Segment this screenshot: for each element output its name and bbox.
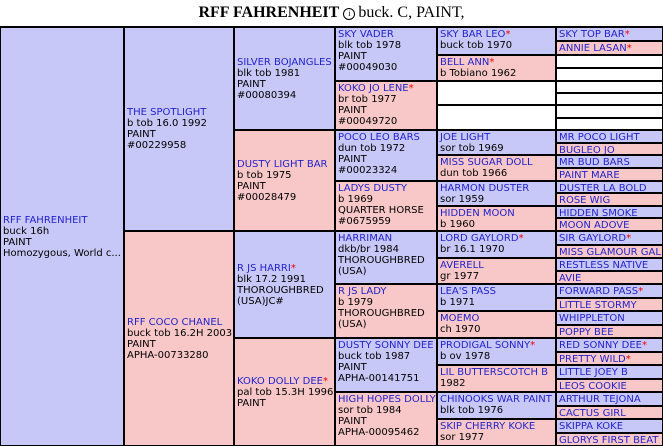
pedigree-cell-g5 [437, 284, 556, 311]
pedigree-cell-g6 [556, 379, 663, 392]
pedigree-cell-g5 [437, 258, 556, 284]
pedigree-cell-g6-empty [556, 118, 663, 130]
horse-link[interactable]: LIL BUTTERSCOTCH B [440, 367, 549, 378]
horse-link[interactable]: RESTLESS NATIVE [559, 260, 649, 271]
horse-link[interactable]: CACTUS GIRL [559, 408, 626, 419]
star-marker: * [518, 233, 524, 244]
pedigree-cell-g6 [556, 298, 663, 311]
horse-detail: gr 1977 [440, 271, 480, 282]
horse-detail: buck 16h [3, 225, 50, 237]
pedigree-cell-g6-empty [556, 81, 663, 93]
horse-detail: #00229958 [127, 140, 187, 151]
horse-detail: THOROUGHBRED [237, 284, 324, 296]
horse-link[interactable] [440, 340, 553, 351]
pedigree-cell-g4 [335, 338, 437, 392]
pedigree-cell-g6 [556, 325, 663, 338]
horse-detail: PAINT [237, 78, 266, 90]
horse-detail: PAINT [237, 397, 266, 409]
pedigree-cell-g6 [556, 155, 663, 168]
star-marker: * [624, 29, 630, 40]
pedigree-cell-g6 [556, 352, 663, 365]
star-marker: * [290, 262, 296, 274]
horse-link[interactable] [559, 233, 660, 244]
pedigree-cell-g5 [437, 130, 556, 155]
horse-detail: #00049720 [338, 116, 398, 127]
horse-detail: PAINT [338, 105, 367, 116]
star-marker: * [530, 340, 536, 351]
horse-detail: b 1969 [338, 194, 373, 205]
horse-link[interactable]: BUGLEO JO [559, 145, 615, 155]
pedigree-cell-g6 [556, 311, 663, 325]
pedigree-cell-g6-empty [556, 55, 663, 68]
horse-detail: pal tob 15.3H 1996 [237, 386, 334, 398]
pedigree-cell-g6 [556, 181, 663, 193]
horse-link[interactable]: RFF FAHRENHEIT [3, 214, 88, 226]
horse-detail: APHA-00733280 [127, 349, 209, 361]
pedigree-cell-g6 [556, 392, 663, 406]
horse-detail: PAINT [127, 338, 156, 350]
horse-link[interactable]: JOE LIGHT [440, 132, 491, 143]
horse-link[interactable] [559, 29, 660, 40]
horse-link[interactable]: ARTHUR TEJONA [559, 394, 641, 405]
star-marker: * [489, 57, 495, 68]
star-marker: * [408, 83, 414, 94]
horse-name: BELL ANN [440, 57, 490, 68]
horse-link[interactable]: LEA'S PASS [440, 286, 496, 297]
page-title [0, 4, 663, 22]
horse-link[interactable] [440, 57, 553, 68]
pedigree-cell-g5 [437, 419, 556, 446]
horse-link[interactable]: MISS SUGAR DOLL [440, 157, 533, 168]
pedigree-cell-g6 [556, 433, 663, 446]
horse-link[interactable]: MR BUD BARS [559, 157, 630, 168]
horse-link[interactable]: MR POCO LIGHT [559, 132, 640, 143]
pedigree-cell-g4 [335, 27, 437, 81]
horse-link[interactable]: SILVER BOJANGLES [237, 56, 332, 68]
pedigree-cell-g6 [556, 27, 663, 41]
pedigree-cell-g6 [556, 130, 663, 143]
horse-detail: APHA-00141751 [338, 373, 420, 384]
pedigree-cell-g5-empty [437, 81, 556, 105]
horse-link[interactable]: HARMON DUSTER [440, 183, 530, 194]
star-marker: * [505, 29, 511, 40]
star-marker: * [626, 233, 632, 244]
horse-detail: br 16.1 1970 [440, 244, 505, 255]
horse-name-heading: RFF FAHRENHEIT [198, 4, 340, 21]
horse-name: SKY TOP BAR [559, 29, 625, 40]
pedigree-cell-g5-empty [437, 105, 556, 130]
horse-name: KOKO JO LENE [338, 83, 409, 94]
horse-name: PRODIGAL SONNY [440, 340, 531, 351]
star-marker: * [625, 354, 631, 365]
horse-link[interactable]: MISS GLAMOUR GAL [559, 247, 661, 258]
star-marker: * [626, 43, 632, 54]
horse-detail: b tob 16.0 1992 [127, 118, 207, 129]
horse-detail: PAINT [237, 180, 266, 192]
pedigree-cell-g6 [556, 406, 663, 419]
horse-link[interactable]: SKIPPA KOKE [559, 421, 624, 432]
horse-detail: Homozygous, World c... [3, 247, 121, 259]
horse-detail: buck tob 1970 [440, 40, 513, 51]
horse-link[interactable] [338, 83, 434, 94]
pedigree-cell-dam-sire [234, 231, 335, 338]
horse-link[interactable]: POCO LEO BARS [338, 132, 420, 143]
horse-link[interactable]: HIDDEN SMOKE [559, 208, 638, 218]
pedigree-cell-g6 [556, 419, 663, 433]
horse-link[interactable]: LITTLE STORMY [559, 300, 637, 311]
horse-link[interactable] [559, 354, 660, 365]
horse-detail: (USA)JC# [237, 295, 284, 307]
pedigree-cell-g6-empty [556, 68, 663, 81]
horse-detail: sor tob 1984 [338, 405, 402, 416]
pedigree-cell-g6 [556, 206, 663, 218]
horse-detail: sor 1977 [440, 432, 485, 443]
horse-detail: blk 17.2 1991 [237, 273, 306, 285]
horse-link[interactable]: DUSTER LA BOLD [559, 183, 647, 193]
pedigree-cell-g4 [335, 231, 437, 284]
horse-name: KOKO DOLLY DEE [237, 375, 323, 387]
horse-link[interactable]: ROSE WIG [559, 195, 611, 206]
horse-link[interactable] [440, 233, 553, 244]
pedigree-cell-g4 [335, 181, 437, 231]
horse-link[interactable]: R JS LADY [338, 286, 387, 297]
horse-detail: b 1971 [440, 297, 475, 308]
horse-name: PRETTY WILD [559, 354, 626, 365]
horse-name: R JS HARRI [237, 262, 291, 274]
horse-detail: PAINT [338, 416, 367, 427]
pedigree-cell-g5 [437, 231, 556, 258]
horse-link[interactable]: WHIPPLETON [559, 313, 625, 324]
horse-link[interactable]: PAINT MARE [559, 170, 620, 181]
horse-detail: (USA) [338, 319, 367, 330]
horse-detail: APHA-00095462 [338, 427, 420, 438]
horse-detail: #00028479 [237, 191, 297, 203]
horse-link[interactable] [440, 29, 553, 40]
horse-link[interactable]: SKIP CHERRY KOKE [440, 421, 536, 432]
pedigree-cell-g6-empty [556, 93, 663, 105]
horse-link[interactable] [237, 376, 332, 387]
horse-detail: 1982 [440, 378, 466, 389]
horse-detail: (USA) [338, 266, 367, 277]
pedigree-cell-g6 [556, 365, 663, 379]
horse-detail: b Tobiano 1962 [440, 68, 517, 79]
horse-link[interactable]: MOEMO [440, 313, 480, 324]
horse-link[interactable]: THE SPOTLIGHT [127, 107, 207, 118]
horse-detail: #0675959 [338, 216, 391, 227]
horse-details: buck. C, PAINT, [358, 4, 465, 21]
horse-link[interactable]: AVIE [559, 273, 582, 284]
horse-detail: blk tob 1981 [237, 67, 301, 79]
horse-detail: THOROUGHBRED [338, 308, 425, 319]
info-icon[interactable]: i [343, 8, 355, 20]
pedigree-cell-g6 [556, 168, 663, 181]
pedigree-cell-dam-dam [234, 338, 335, 446]
horse-name: ANNIE LASAN [559, 43, 627, 54]
pedigree-cell-g6 [556, 338, 663, 352]
pedigree-cell-g6 [556, 41, 663, 55]
pedigree-cell-g5 [437, 206, 556, 231]
pedigree-cell-g5 [437, 55, 556, 81]
pedigree-chart [0, 26, 663, 446]
horse-link[interactable]: AVERELL [440, 260, 484, 271]
horse-link[interactable] [237, 263, 332, 274]
horse-detail: dun tob 1966 [440, 168, 508, 179]
horse-link[interactable]: HARRIMAN [338, 233, 393, 244]
horse-link[interactable]: HIDDEN MOON [440, 208, 515, 219]
star-marker: * [641, 340, 647, 351]
horse-detail: PAINT [127, 129, 156, 140]
pedigree-cell-g6 [556, 231, 663, 245]
pedigree-cell-g5 [437, 338, 556, 365]
horse-name: FORWARD PASS [559, 286, 639, 297]
pedigree-cell-g5 [437, 27, 556, 55]
pedigree-cell-sire-sire [234, 27, 335, 130]
horse-detail: PAINT [338, 362, 367, 373]
horse-link[interactable]: RFF COCO CHANEL [127, 316, 223, 328]
horse-link[interactable]: MOON ADOVE [559, 220, 630, 231]
horse-detail: b 1960 [440, 219, 475, 230]
pedigree-cell-sire [124, 27, 234, 231]
horse-name: SIR GAYLORD [559, 233, 627, 244]
pedigree-cell-g6 [556, 258, 663, 271]
pedigree-cell-sire-dam [234, 130, 335, 231]
pedigree-cell-g4 [335, 284, 437, 338]
pedigree-cell-subject [0, 27, 124, 446]
horse-name: LORD GAYLORD [440, 233, 519, 244]
pedigree-cell-g6 [556, 271, 663, 284]
pedigree-cell-g4 [335, 392, 437, 446]
horse-detail: buck tob 1987 [338, 351, 411, 362]
horse-detail: sor tob 1969 [440, 143, 504, 154]
pedigree-cell-dam [124, 231, 234, 446]
horse-detail: b ov 1978 [440, 351, 491, 362]
horse-detail: br tob 1977 [338, 94, 397, 105]
horse-link[interactable]: DUSTY SONNY DEE [338, 340, 434, 351]
pedigree-cell-g4 [335, 81, 437, 130]
horse-link[interactable] [559, 340, 660, 351]
pedigree-cell-g5 [437, 365, 556, 392]
horse-link[interactable]: POPPY BEE [559, 327, 614, 338]
horse-link[interactable]: CHINOOKS WAR PAINT [440, 394, 552, 405]
horse-link[interactable] [559, 43, 660, 54]
pedigree-cell-g5 [437, 392, 556, 419]
pedigree-cell-g4 [335, 130, 437, 181]
horse-detail: buck tob 16.2H 2003 [127, 327, 233, 339]
star-marker: * [322, 375, 328, 387]
horse-detail: #00049030 [338, 62, 398, 73]
pedigree-cell-g5 [437, 155, 556, 181]
horse-link[interactable]: HIGH HOPES DOLLY [338, 394, 436, 405]
horse-link[interactable] [559, 286, 660, 297]
horse-detail: ch 1970 [440, 324, 481, 335]
horse-link[interactable]: LITTLE JOEY B [559, 367, 628, 378]
horse-detail: blk tob 1976 [440, 405, 504, 416]
pedigree-cell-g5 [437, 181, 556, 206]
horse-detail: PAINT [3, 236, 32, 248]
horse-link[interactable]: LEOS COOKIE [559, 381, 627, 392]
horse-detail: THOROUGHBRED [338, 255, 425, 266]
horse-detail: dkb/br 1984 [338, 244, 399, 255]
horse-detail: PAINT [338, 154, 367, 165]
horse-link[interactable]: GLORYS FIRST BEAT [559, 435, 659, 446]
horse-detail: blk tob 1978 [338, 40, 402, 51]
horse-detail: #00023324 [338, 165, 398, 176]
horse-detail: b 1979 [338, 297, 373, 308]
horse-link[interactable]: SKY VADER [338, 29, 394, 40]
horse-detail: QUARTER HORSE [338, 205, 424, 216]
pedigree-cell-g6 [556, 284, 663, 298]
pedigree-cell-g6 [556, 193, 663, 206]
horse-link[interactable]: DUSTY LIGHT BAR [237, 158, 328, 170]
horse-detail: PAINT [338, 51, 367, 62]
pedigree-cell-g6 [556, 143, 663, 155]
horse-name: RED SONNY DEE [559, 340, 642, 351]
horse-detail: #00080394 [237, 89, 297, 101]
horse-detail: dun tob 1972 [338, 143, 406, 154]
horse-link[interactable]: LADYS DUSTY [338, 183, 408, 194]
pedigree-cell-g6 [556, 218, 663, 231]
pedigree-cell-g6 [556, 245, 663, 258]
horse-detail: sor 1959 [440, 194, 485, 205]
pedigree-cell-g6-empty [556, 105, 663, 118]
horse-detail: b tob 1975 [237, 169, 292, 181]
star-marker: * [638, 286, 644, 297]
horse-name: SKY BAR LEO [440, 29, 506, 40]
pedigree-cell-g5 [437, 311, 556, 338]
